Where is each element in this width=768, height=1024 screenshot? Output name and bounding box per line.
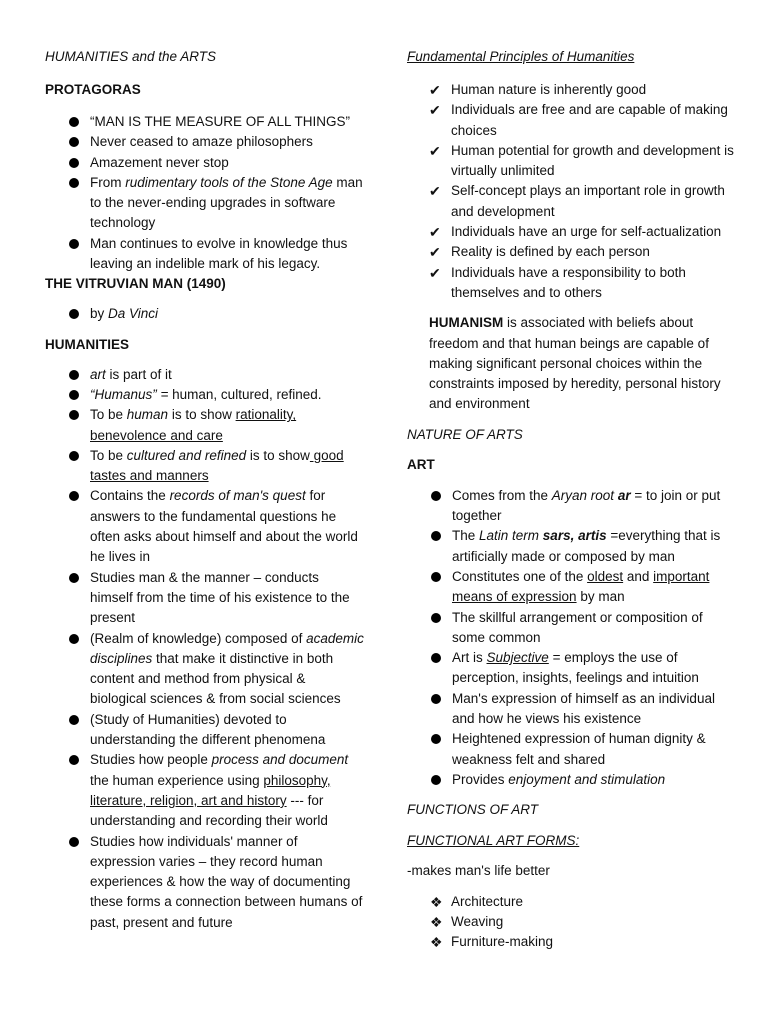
art-heading: ART: [407, 456, 435, 472]
list-item: ✔ Human nature is inherently good: [407, 80, 737, 100]
list-item: Never ceased to amaze philosophers: [45, 132, 365, 152]
bullet-dot-icon: [69, 491, 79, 501]
bullet-dot-icon: [69, 755, 79, 765]
bullet-dot-icon: [431, 653, 441, 663]
principles-list: [407, 80, 737, 303]
list-item: Studies how individuals' manner of expression varies – they record human experiences & how the way of documenting these forms a connection between humans of past, present and future: [45, 832, 365, 933]
check-icon: ✔: [429, 82, 441, 98]
humanities-list: [45, 365, 365, 933]
list-item: Comes from the Aryan root ar = to join or put together: [407, 486, 737, 527]
list-item: by Da Vinci: [45, 304, 365, 324]
diamond-bullet-icon: ❖: [430, 934, 443, 951]
bullet-dot-icon: [431, 572, 441, 582]
list-item: Man's expression of himself as an individual and how he views his existence: [407, 689, 737, 730]
principles-title: Fundamental Principles of Humanities: [407, 49, 635, 64]
check-icon: ✔: [429, 244, 441, 261]
bullet-dot-icon: [69, 410, 79, 420]
vitruvian-heading: THE VITRUVIAN MAN (1490): [45, 276, 226, 292]
check-icon: ✔: [429, 183, 441, 200]
protagoras-heading: PROTAGORAS: [45, 82, 141, 97]
bullet-dot-icon: [69, 239, 79, 249]
bullet-dot-icon: [431, 775, 441, 785]
list-item: ✔ Human potential for growth and development is virtually unlimited: [429, 142, 734, 179]
check-icon: ✔: [429, 264, 441, 281]
list-item: ✔ Individuals have a responsibility to both themselves and to others: [429, 264, 686, 300]
list-item: Studies man & the manner – conducts himself from the time of his existence to the present: [45, 568, 365, 629]
bullet-dot-icon: [69, 117, 79, 127]
check-icon: ✔: [429, 224, 441, 241]
functions-of-art-title: FUNCTIONS OF ART: [407, 802, 539, 818]
list-item: ✔ Self-concept plays an important role in growth and development: [429, 183, 725, 219]
functional-art-forms-title: FUNCTIONAL ART FORMS:: [407, 833, 580, 849]
bullet-dot-icon: [431, 734, 441, 744]
bullet-dot-icon: [69, 370, 79, 380]
list-item: “Humanus” = human, cultured, refined.: [45, 385, 365, 405]
list-item: Studies how people process and document the human experience using philosophy, literature, religion, art and history --- for understanding and recording their world: [45, 750, 365, 831]
diamond-bullet-icon: ❖: [430, 913, 443, 930]
list-item: From rudimentary tools of the Stone Age man to the never-ending upgrades in software technology: [45, 173, 365, 234]
list-item: art is part of it: [45, 365, 365, 385]
bullet-dot-icon: [69, 451, 79, 461]
list-item: ❖ Architecture: [407, 892, 737, 912]
right-column: [407, 47, 737, 952]
art-forms-list: [407, 892, 737, 953]
list-item: ✔ Individuals are free and are capable of making choices: [429, 102, 728, 138]
bullet-dot-icon: [69, 309, 79, 319]
art-list: [407, 486, 737, 790]
nature-of-arts-title: NATURE OF ARTS: [407, 426, 523, 442]
list-item: Art is Subjective = employs the use of perception, insights, feelings and intuition: [407, 648, 737, 689]
bullet-dot-icon: [69, 158, 79, 168]
functional-art-description: -makes man's life better: [407, 863, 550, 879]
vitruvian-list: [45, 304, 365, 324]
check-icon: ✔: [429, 102, 441, 119]
bullet-dot-icon: [69, 715, 79, 725]
bullet-dot-icon: [69, 837, 79, 847]
bullet-dot-icon: [69, 573, 79, 583]
protagoras-list: [45, 112, 365, 274]
bullet-dot-icon: [431, 531, 441, 541]
bullet-dot-icon: [69, 178, 79, 188]
check-icon: ✔: [429, 142, 441, 159]
list-item: To be human is to show rationality, benevolence and care: [45, 405, 365, 446]
list-item: Heightened expression of human dignity & weakness felt and shared: [407, 729, 737, 770]
list-item: ✔ Individuals have an urge for self-actualization: [407, 222, 737, 242]
bullet-dot-icon: [69, 390, 79, 400]
list-item: “MAN IS THE MEASURE OF ALL THINGS”: [45, 112, 365, 132]
document-title: HUMANITIES and the ARTS: [45, 49, 217, 64]
list-item: ❖ Weaving: [407, 912, 737, 932]
bullet-dot-icon: [431, 613, 441, 623]
bullet-dot-icon: [431, 694, 441, 704]
list-item: ❖ Furniture-making: [407, 932, 737, 952]
list-item: Constitutes one of the oldest and important means of expression by man: [407, 567, 737, 608]
list-item: ✔ Reality is defined by each person: [407, 242, 737, 262]
humanities-heading: HUMANITIES: [45, 336, 129, 352]
bullet-dot-icon: [431, 491, 441, 501]
list-item: Provides enjoyment and stimulation: [407, 770, 737, 790]
list-item: The Latin term sars, artis =everything that is artificially made or composed by man: [407, 526, 737, 567]
bullet-dot-icon: [69, 137, 79, 147]
left-column: [45, 47, 365, 933]
humanism-paragraph: HUMANISM is associated with beliefs about freedom and that human beings are capable of making significant personal choices within the constraints imposed by heredity, personal history and environment: [429, 315, 721, 412]
list-item: Man continues to evolve in knowledge thus leaving an indelible mark of his legacy.: [45, 234, 365, 275]
list-item: To be cultured and refined is to show good tastes and manners: [45, 446, 365, 487]
list-item: The skillful arrangement or composition of some common: [407, 608, 737, 649]
list-item: Amazement never stop: [45, 153, 365, 173]
bullet-dot-icon: [69, 634, 79, 644]
list-item: (Study of Humanities) devoted to understanding the different phenomena: [45, 710, 365, 751]
list-item: (Realm of knowledge) composed of academic disciplines that make it distinctive in both content and method from physical & biological sciences & from social sciences: [45, 629, 365, 710]
diamond-bullet-icon: ❖: [430, 893, 443, 910]
list-item: Contains the records of man's quest for answers to the fundamental questions he often asks about himself and about the world he lives in: [45, 486, 365, 567]
